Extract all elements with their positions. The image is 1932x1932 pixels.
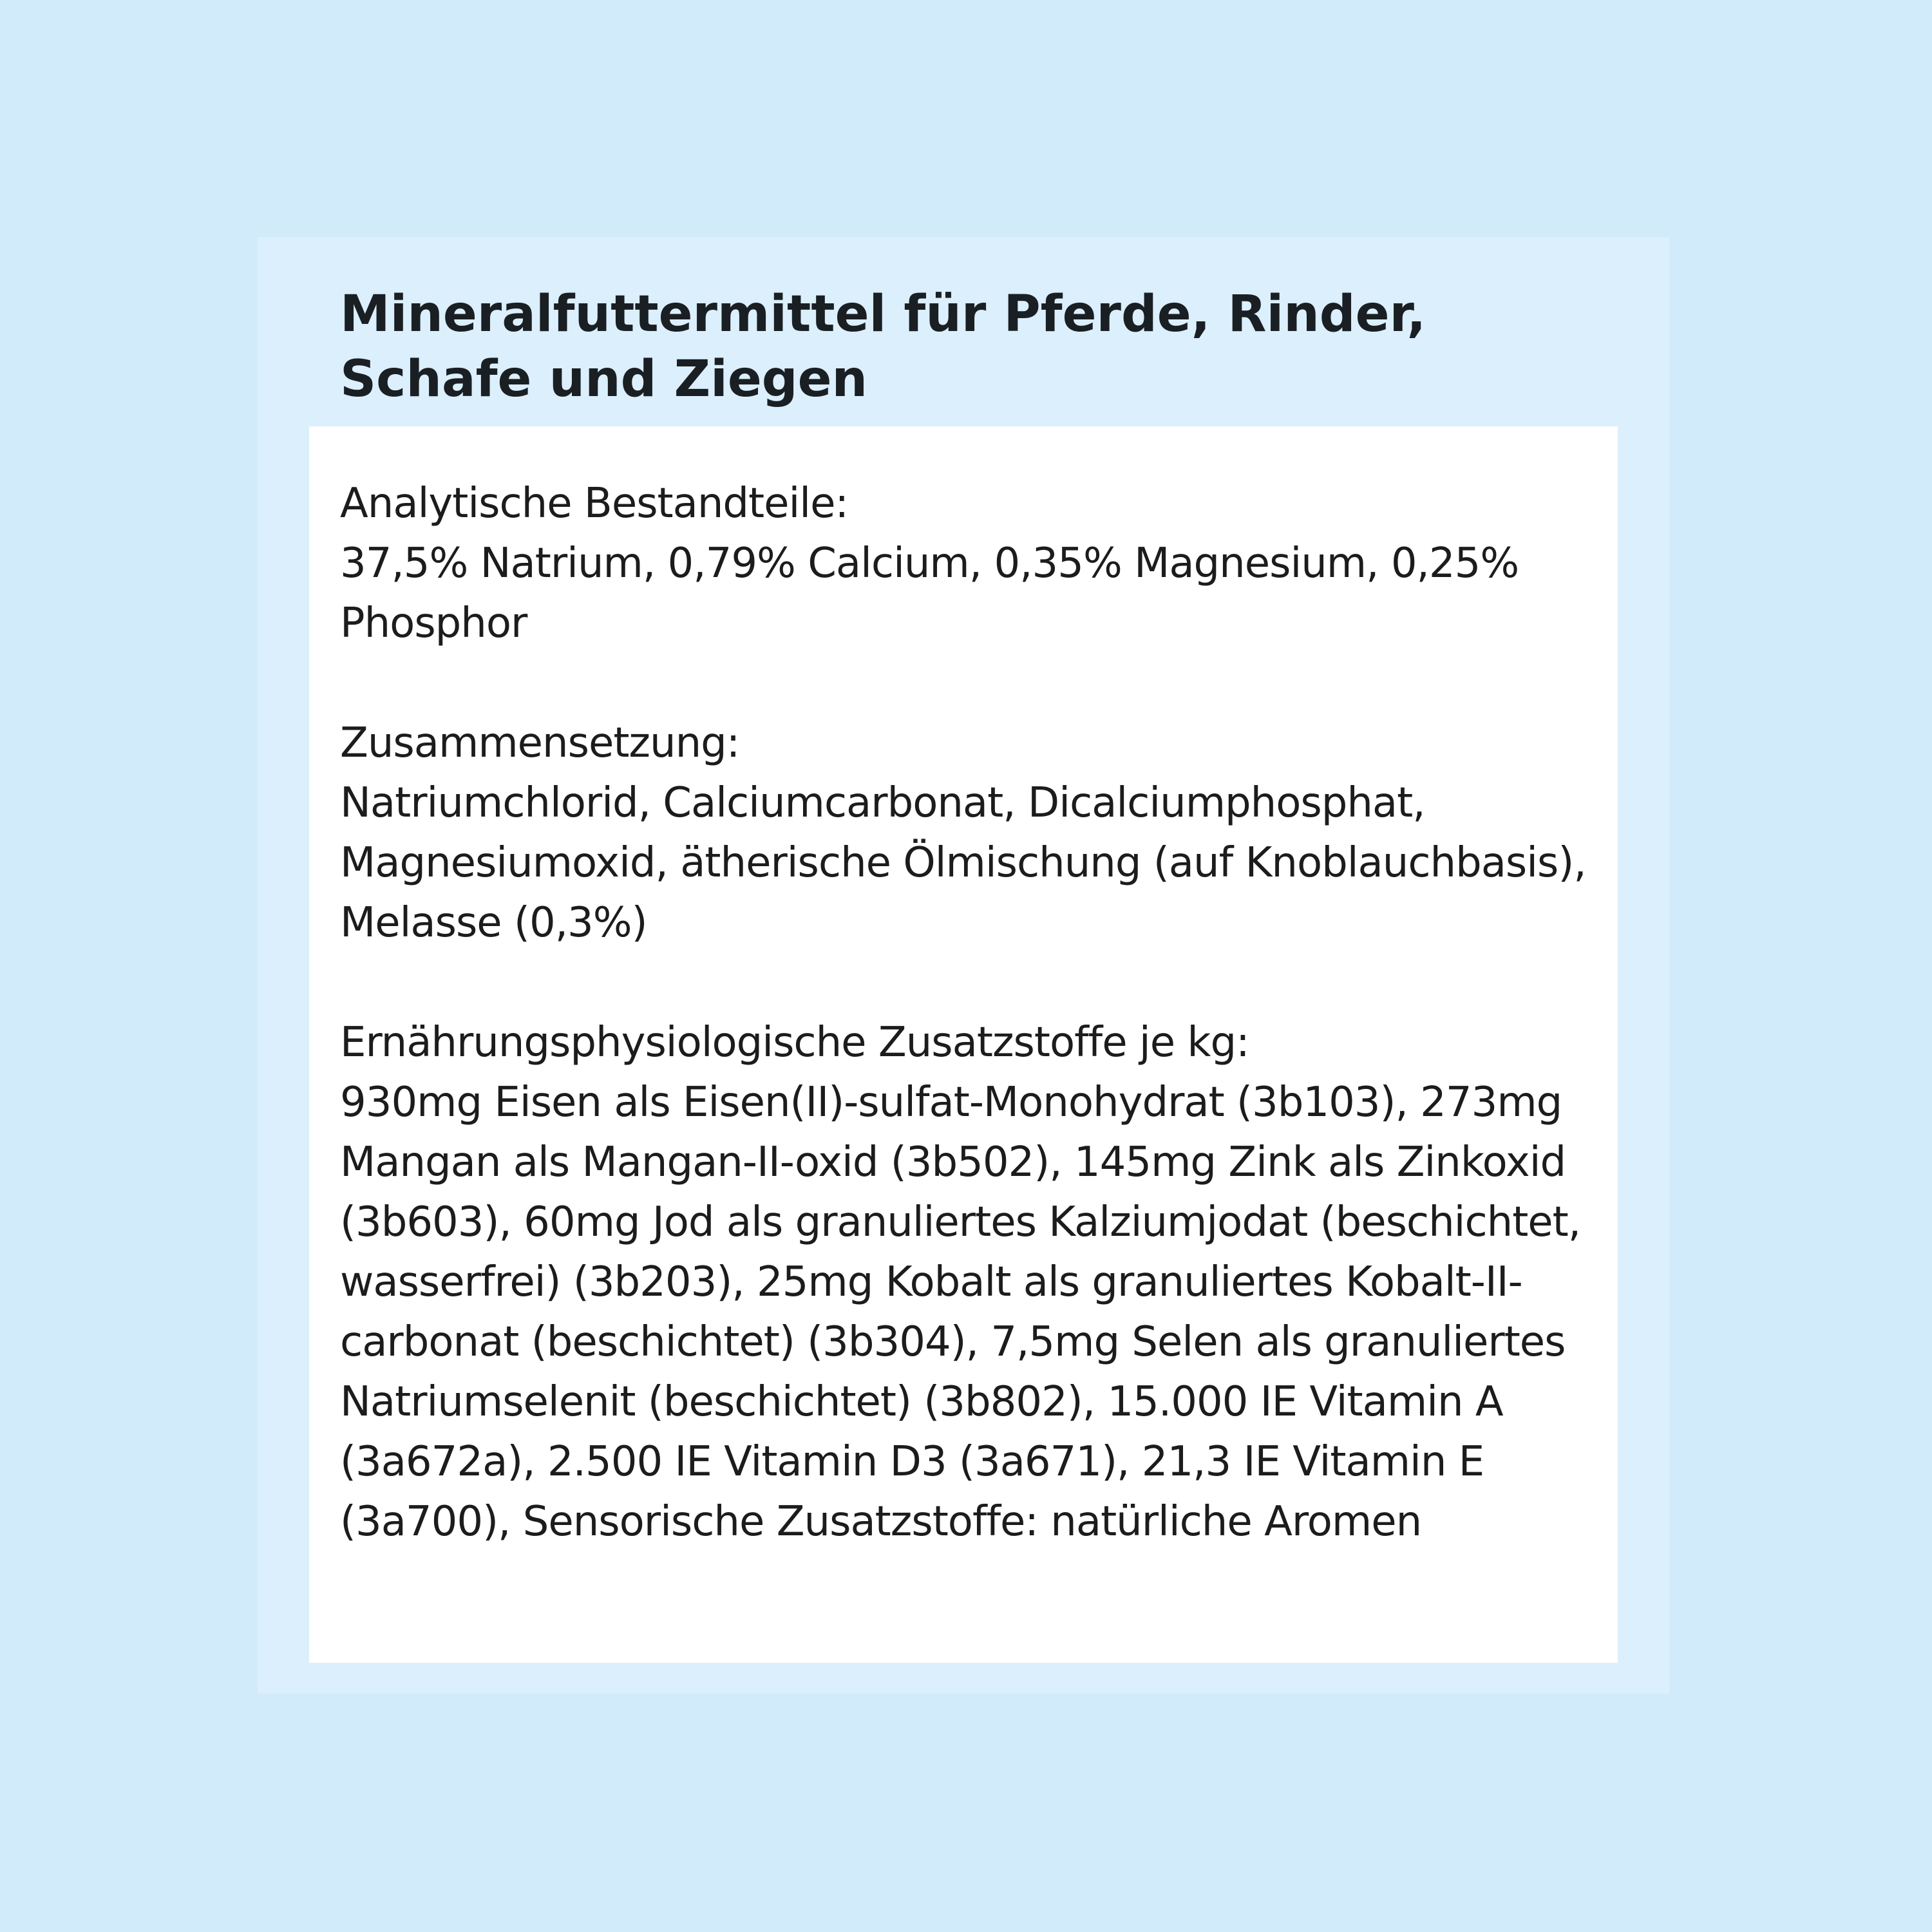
nutritional-additives-section	[340, 1013, 1615, 1552]
analytical-constituents-section	[340, 474, 1615, 654]
analytical-constituents-heading: Analytische Bestandteile:	[340, 480, 848, 527]
nutritional-additives-heading: Ernährungsphysiologische Zusatzstoffe je kg:	[340, 1019, 1249, 1066]
product-title: Mineralfuttermittel für Pferde, Rinder, Schafe und Ziegen	[340, 285, 1426, 408]
product-label	[258, 237, 1669, 1694]
composition-section	[340, 714, 1615, 953]
ingredients-panel	[309, 426, 1618, 1663]
ingredients-content	[340, 474, 1615, 1552]
composition-text: Natriumchlorid, Calciumcarbonat, Dicalciumphosphat, Magnesiumoxid, ätherische Ölmischung (auf Knoblauchbasis), Melasse (0,3%)	[340, 779, 1586, 947]
nutritional-additives-text: 930mg Eisen als Eisen(II)-sulfat-Monohydrat (3b103), 273mg Mangan als Mangan-II-oxid (3b502), 145mg Zink als Zinkoxid (3b603), 60mg Jod als granuliertes Kalziumjodat (beschichtet, wasserfrei) (3b203), 25mg Kobalt als granuliertes Kobalt-II-carbonat (beschichtet) (3b304), 7,5mg Selen als granuliertes Natriumselenit (beschichtet) (3b802), 15.000 IE Vitamin A (3a672a), 2.500 IE Vitamin D3 (3a671), 21,3 IE Vitamin E (3a700), Sensorische Zusatzstoffe: natürliche Aromen	[340, 1079, 1581, 1546]
composition-heading: Zusammensetzung:	[340, 719, 740, 767]
analytical-constituents-text: 37,5% Natrium, 0,79% Calcium, 0,35% Magnesium, 0,25% Phosphor	[340, 540, 1519, 647]
